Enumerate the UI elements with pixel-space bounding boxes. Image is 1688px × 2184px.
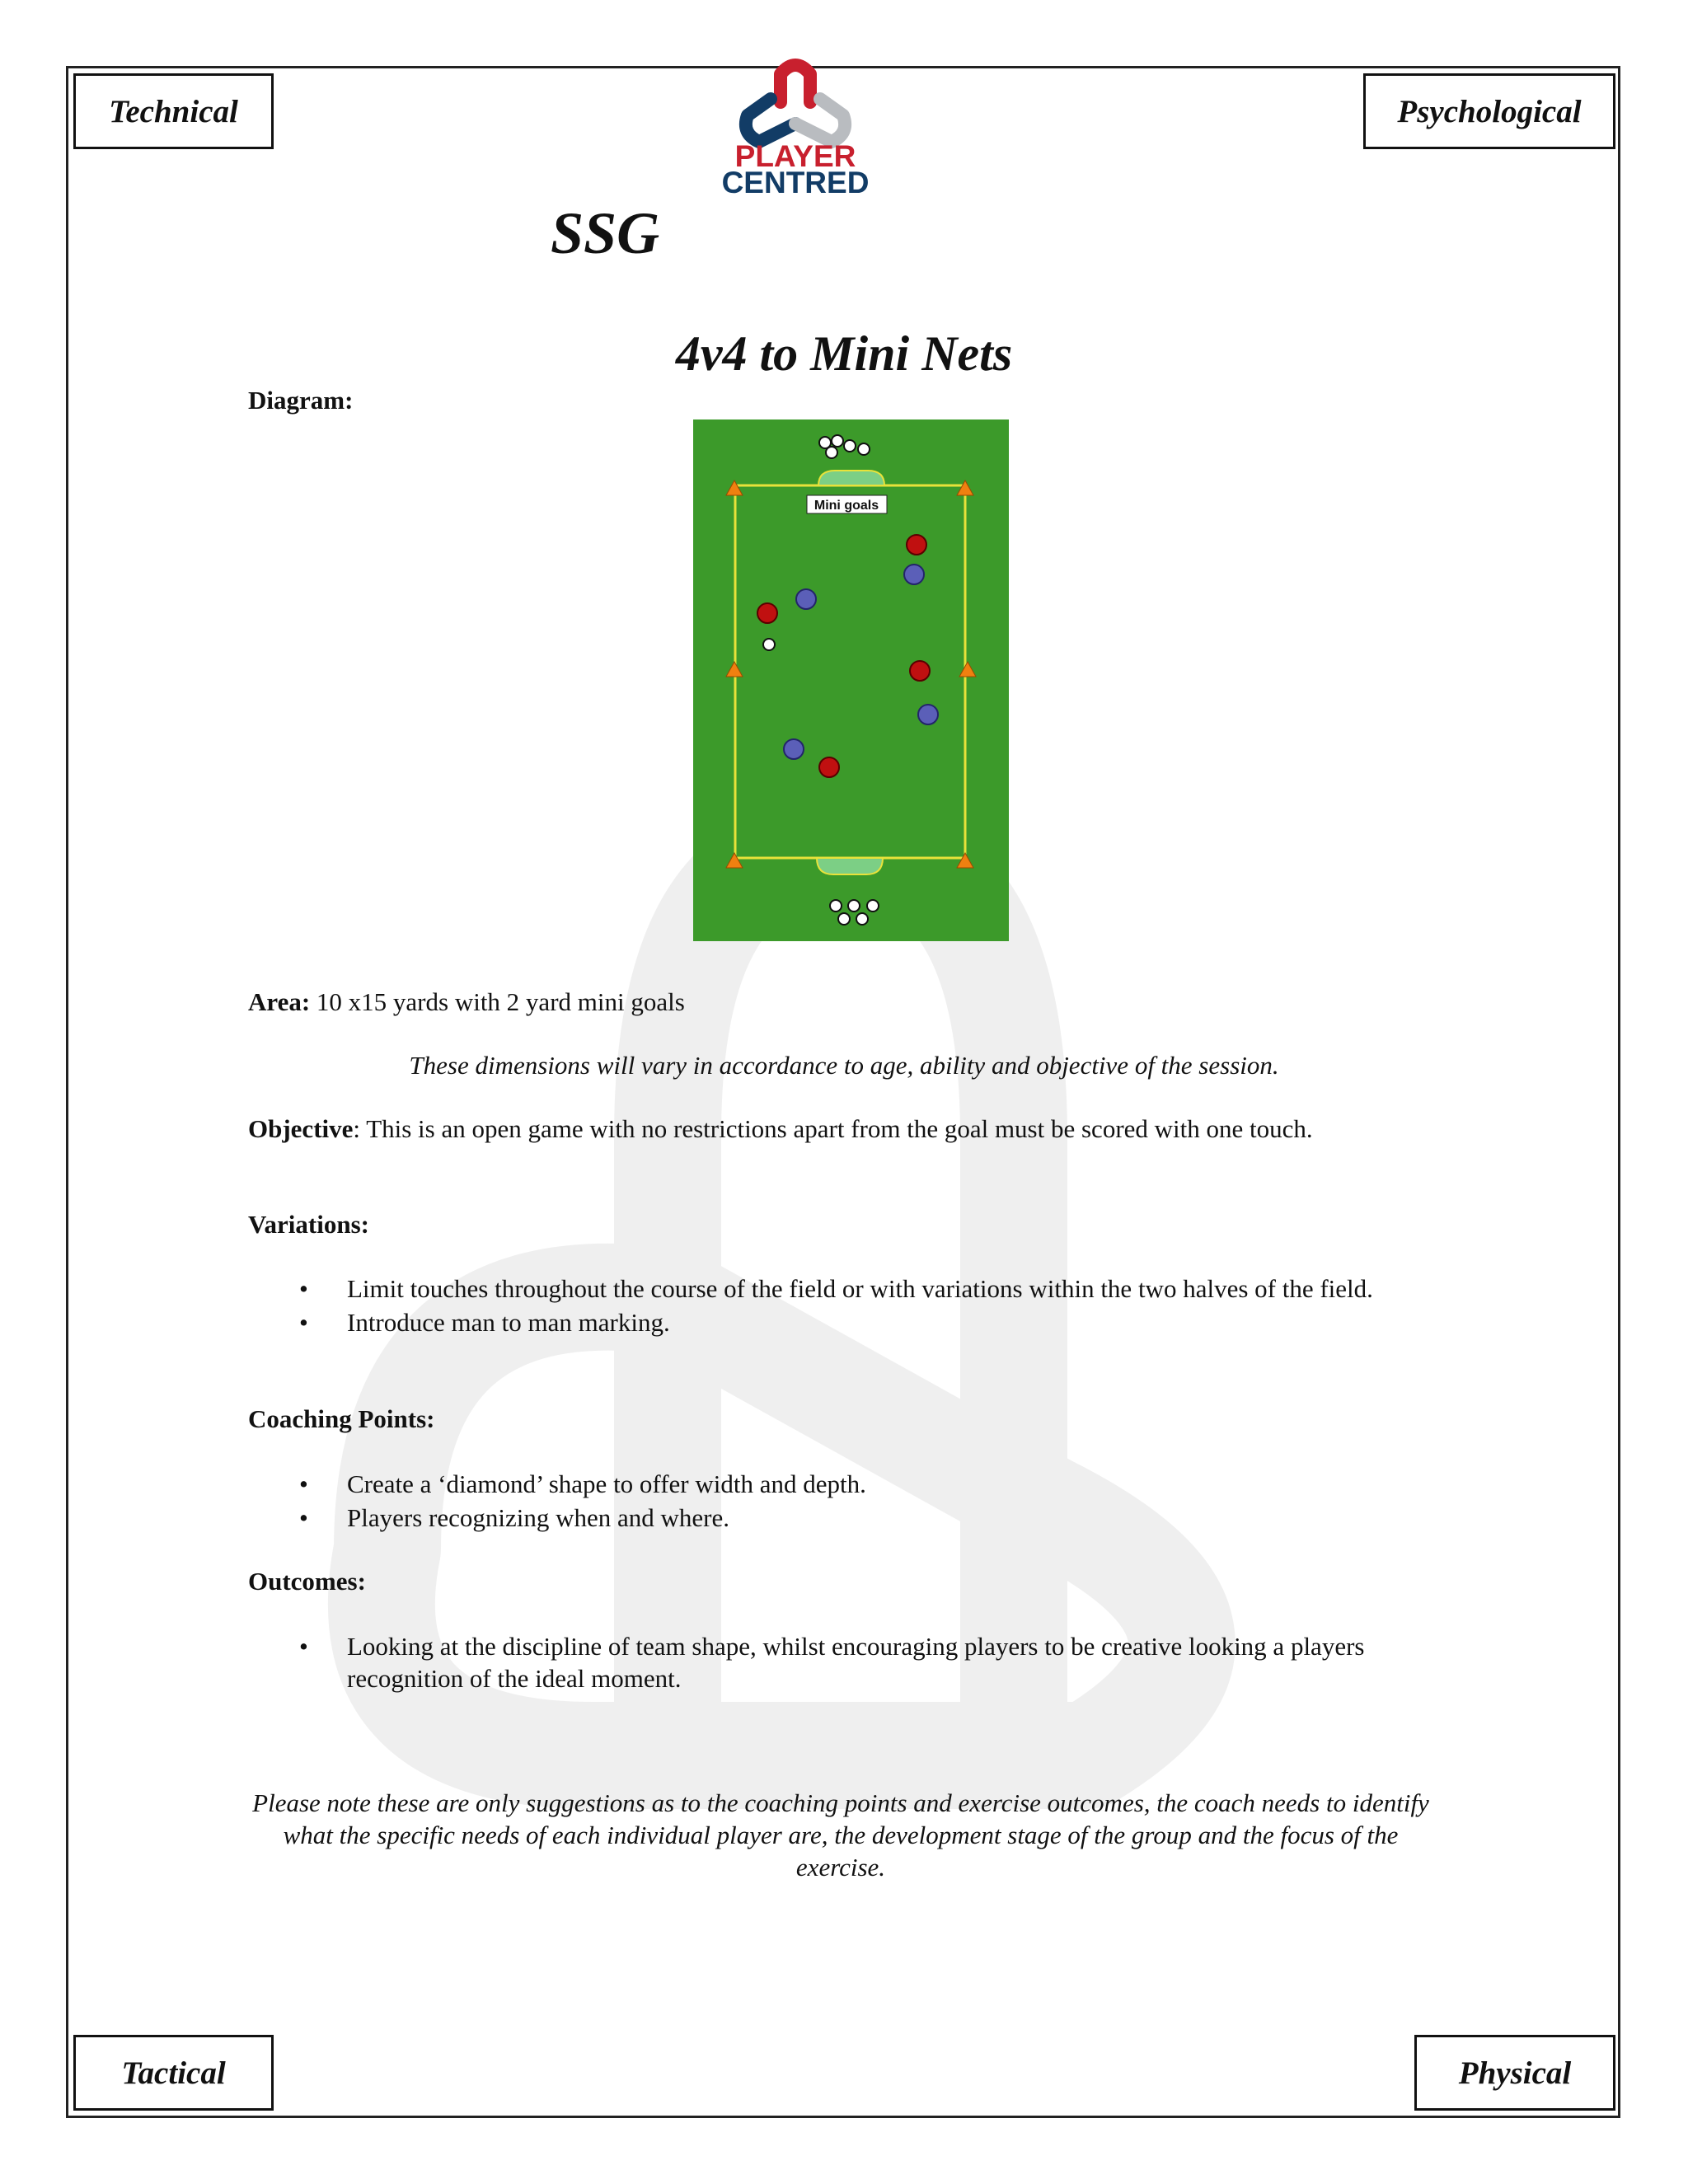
tactical-label: Tactical [73, 2035, 274, 2111]
blue-player-icon [796, 589, 816, 609]
coaching-point-text: Create a ‘diamond’ shape to offer width and depth. [347, 1469, 866, 1498]
list-item [299, 1468, 1435, 1500]
red-player-icon [910, 661, 930, 681]
bullet-icon: • [299, 1632, 308, 1661]
coaching-points-list [299, 1468, 1435, 1535]
outcomes-list [299, 1630, 1394, 1696]
red-player-icon [819, 757, 839, 777]
player-centred-logo [705, 51, 886, 199]
variations-heading: Variations: [248, 1210, 369, 1239]
area-line [248, 986, 685, 1018]
pitch-diagram [693, 419, 1009, 941]
diagram-label: Diagram: [248, 386, 354, 415]
ball-icon [838, 913, 850, 925]
outcome-text: Looking at the discipline of team shape, whilst encouraging players to be creative looking a players recognition of the ideal moment. [347, 1632, 1365, 1693]
blue-player-icon [784, 739, 804, 759]
ball-icon [858, 443, 870, 455]
red-player-icon [757, 603, 777, 623]
objective-value: : This is an open game with no restrictions apart from the goal must be scored with one touch. [353, 1114, 1313, 1143]
technical-label: Technical [73, 73, 274, 149]
area-value: 10 x15 yards with 2 yard mini goals [310, 987, 685, 1016]
logo-line1: PLAYER [734, 139, 856, 173]
ball-icon [826, 447, 837, 458]
red-player-icon [907, 535, 926, 555]
physical-label: Physical [1414, 2035, 1615, 2111]
objective-line [248, 1113, 1313, 1145]
bullet-icon: • [299, 1308, 308, 1337]
bullet-icon: • [299, 1503, 308, 1532]
coaching-points-heading: Coaching Points: [248, 1404, 435, 1433]
ball-icon [830, 900, 842, 912]
variation-text: Introduce man to man marking. [347, 1308, 670, 1337]
bullet-icon: • [299, 1469, 308, 1498]
ball-icon [844, 440, 856, 452]
list-item [299, 1630, 1394, 1694]
blue-player-icon [904, 565, 924, 584]
bullet-icon: • [299, 1274, 308, 1303]
area-label: Area: [248, 987, 311, 1016]
page-title: 4v4 to Mini Nets [675, 326, 1013, 381]
footnote: Please note these are only suggestions as to the coaching points and exercise outcomes, the coach needs to identify what the specific needs of each individual player are, the development stage of the group and the focus of the exercise. [252, 1788, 1429, 1882]
category-title: SSG [551, 200, 660, 266]
blue-player-icon [918, 705, 938, 724]
list-item [299, 1502, 1435, 1534]
objective-label: Objective [248, 1114, 354, 1143]
ball-icon [763, 639, 775, 650]
ball-icon [848, 900, 860, 912]
coaching-point-text: Players recognizing when and where. [347, 1503, 729, 1532]
ball-icon [856, 913, 868, 925]
list-item [299, 1306, 1435, 1338]
variation-text: Limit touches throughout the course of the field or with variations within the two halves of the field. [347, 1274, 1373, 1303]
top-mini-goal [818, 471, 884, 485]
dimensions-note: These dimensions will vary in accordance to age, ability and objective of the session. [409, 1051, 1279, 1080]
mini-goals-label: Mini goals [814, 499, 879, 513]
list-item [299, 1272, 1435, 1305]
outcomes-heading: Outcomes: [248, 1567, 366, 1596]
bottom-mini-goal [817, 858, 883, 874]
psychological-label: Psychological [1363, 73, 1615, 149]
logo-line2: CENTRED [721, 166, 870, 199]
variations-list [299, 1272, 1435, 1340]
ball-icon [867, 900, 879, 912]
ball-icon [832, 435, 843, 447]
